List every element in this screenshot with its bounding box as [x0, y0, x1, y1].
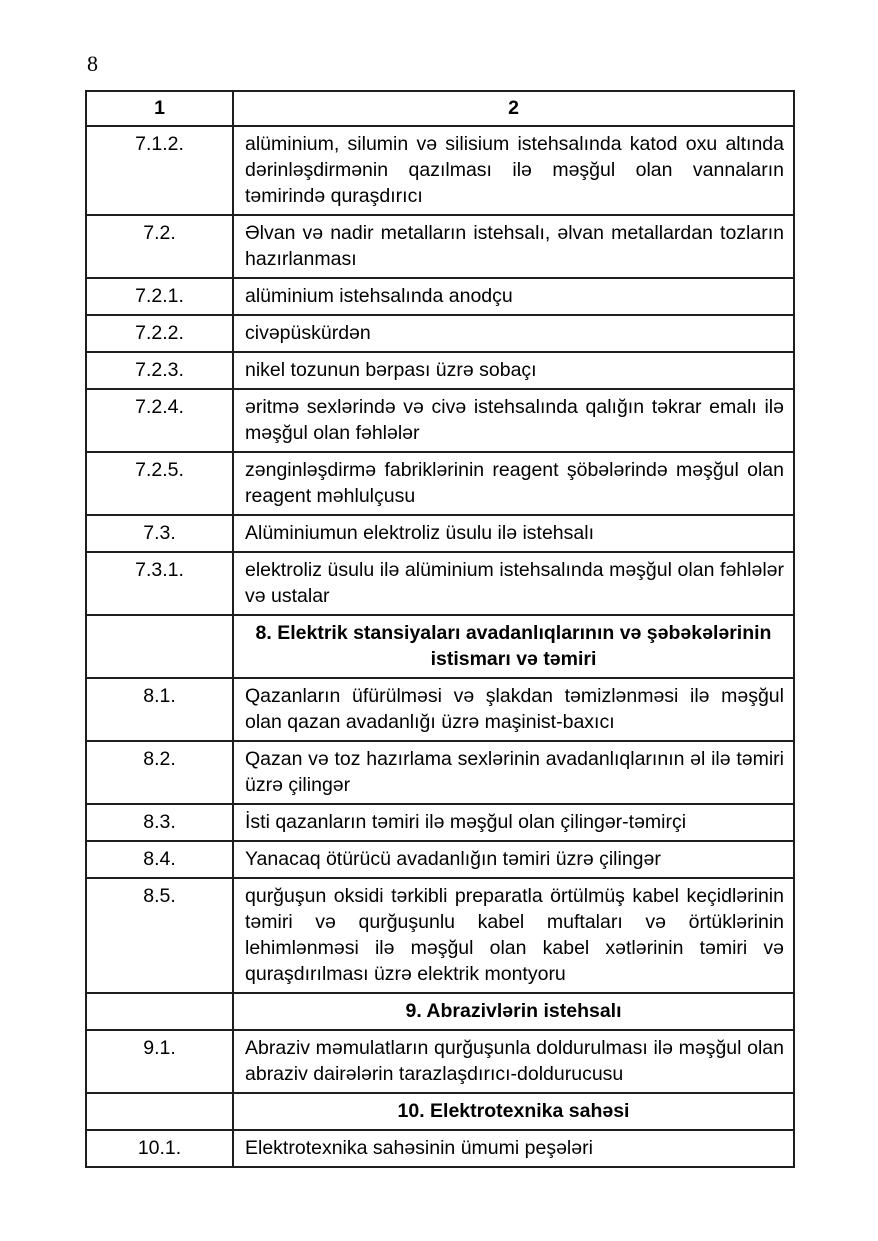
row-description: Qazanların üfürülməsi və şlakdan təmizlənməsi ilə məşğul olan qazan avadanlığı üzrə maşinist-baxıcı [233, 678, 794, 741]
table-row [86, 841, 794, 878]
row-code [86, 1093, 233, 1130]
row-code: 7.2.3. [86, 352, 233, 389]
table-row [86, 993, 794, 1030]
section-header: 8. Elektrik stansiyaları avadanlıqlarının və şəbəkələrinin istismarı və təmiri [233, 615, 794, 678]
table-row [86, 452, 794, 515]
row-code: 7.2.2. [86, 315, 233, 352]
section-header: 10. Elektrotexnika sahəsi [233, 1093, 794, 1130]
row-description: Abraziv məmulatların qurğuşunla doldurulması ilə məşğul olan abraziv dairələrin tarazlaşdırıcı-doldurucusu [233, 1030, 794, 1093]
table-body [86, 126, 794, 1167]
professions-table [85, 90, 795, 1168]
table-row [86, 878, 794, 993]
row-code: 7.2.1. [86, 278, 233, 315]
table-row [86, 741, 794, 804]
row-description: İsti qazanların təmiri ilə məşğul olan çilingər-təmirçi [233, 804, 794, 841]
table-row [86, 515, 794, 552]
table-row [86, 804, 794, 841]
column-header-2: 2 [233, 91, 794, 126]
section-header: 9. Abrazivlərin istehsalı [233, 993, 794, 1030]
row-description: əritmə sexlərində və civə istehsalında qalığın təkrar emalı ilə məşğul olan fəhlələr [233, 389, 794, 452]
row-description: alüminium, silumin və silisium istehsalında katod oxu altında dərinləşdirmənin qazılması ilə məşğul olan vannaların təmirində quraşdırıcı [233, 126, 794, 215]
row-code [86, 993, 233, 1030]
table-row [86, 389, 794, 452]
row-code: 7.2.5. [86, 452, 233, 515]
row-description: nikel tozunun bərpası üzrə sobaçı [233, 352, 794, 389]
row-description: elektroliz üsulu ilə alüminium istehsalında məşğul olan fəhlələr və ustalar [233, 552, 794, 615]
row-description: Elektrotexnika sahəsinin ümumi peşələri [233, 1130, 794, 1167]
table-row [86, 1130, 794, 1167]
table-row [86, 352, 794, 389]
row-description: Alüminiumun elektroliz üsulu ilə istehsalı [233, 515, 794, 552]
table-row [86, 126, 794, 215]
row-description: civəpüskürdən [233, 315, 794, 352]
row-code: 7.2. [86, 215, 233, 278]
table-row [86, 315, 794, 352]
table-row [86, 1030, 794, 1093]
table-row [86, 1093, 794, 1130]
row-code: 7.1.2. [86, 126, 233, 215]
row-code: 7.2.4. [86, 389, 233, 452]
table-row [86, 215, 794, 278]
row-code: 8.4. [86, 841, 233, 878]
row-code: 9.1. [86, 1030, 233, 1093]
table-row [86, 678, 794, 741]
table-header-row [86, 91, 794, 126]
row-code: 7.3. [86, 515, 233, 552]
row-code: 7.3.1. [86, 552, 233, 615]
row-code: 8.1. [86, 678, 233, 741]
page-number: 8 [87, 51, 98, 76]
row-code: 8.3. [86, 804, 233, 841]
row-description: zənginləşdirmə fabriklərinin reagent şöbələrində məşğul olan reagent məhlulçusu [233, 452, 794, 515]
row-code: 10.1. [86, 1130, 233, 1167]
row-description: Qazan və toz hazırlama sexlərinin avadanlıqlarının əl ilə təmiri üzrə çilingər [233, 741, 794, 804]
table-row [86, 615, 794, 678]
row-description: Əlvan və nadir metalların istehsalı, əlvan metallardan tozların hazırlanması [233, 215, 794, 278]
row-description: Yanacaq ötürücü avadanlığın təmiri üzrə çilingər [233, 841, 794, 878]
row-code: 8.2. [86, 741, 233, 804]
row-code: 8.5. [86, 878, 233, 993]
row-code [86, 615, 233, 678]
table-row [86, 278, 794, 315]
table-row [86, 552, 794, 615]
column-header-1: 1 [86, 91, 233, 126]
row-description: qurğuşun oksidi tərkibli preparatla örtülmüş kabel keçidlərinin təmiri və qurğuşunlu kabel muftaları və örtüklərinin lehimlənməsi ilə məşğul olan kabel xətlərinin təmiri və quraşdırılması üzrə elektrik montyoru [233, 878, 794, 993]
row-description: alüminium istehsalında anodçu [233, 278, 794, 315]
